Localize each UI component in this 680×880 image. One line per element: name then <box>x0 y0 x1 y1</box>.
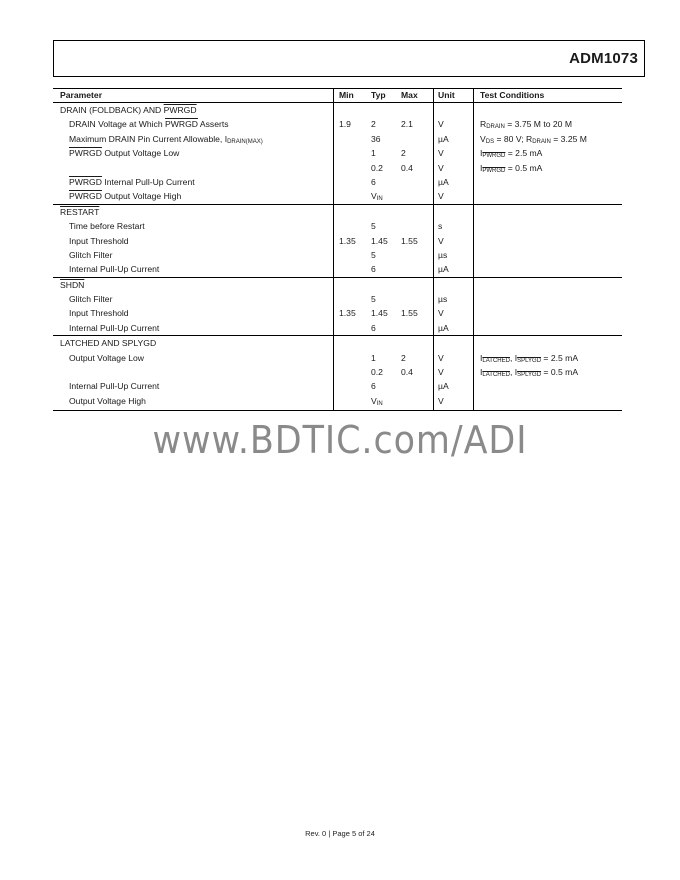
group-title-row <box>53 204 622 219</box>
parameter-text: Time before Restart <box>69 221 145 232</box>
typ-value: 6 <box>371 322 376 333</box>
table-row <box>53 189 622 203</box>
parameter-text: Input Threshold <box>69 235 129 246</box>
typ-value: 2 <box>371 119 376 130</box>
parameter-cell <box>69 219 145 233</box>
parameter-cell <box>69 248 112 262</box>
typ-value: 1 <box>371 148 376 159</box>
table-row <box>53 161 622 175</box>
typ-value: 36 <box>371 133 381 144</box>
table-row <box>53 248 622 262</box>
parameter-cell <box>69 189 181 203</box>
parameter-text: Asserts <box>197 119 229 130</box>
unit-value: µA <box>438 322 449 333</box>
condition-subscript: PWRGD <box>482 153 506 160</box>
unit-value: V <box>438 162 444 173</box>
table-row <box>53 219 622 233</box>
condition-text: = 0.5 mA <box>541 367 579 378</box>
table-header-row <box>53 88 622 103</box>
parameter-text: Output Voltage High <box>69 395 146 406</box>
watermark-text: www.BDTIC.com/ADI <box>152 418 528 462</box>
group-title-text: LATCHED AND SPLYGD <box>60 338 157 349</box>
condition-text: , I <box>509 367 518 378</box>
max-value: 2 <box>401 352 406 363</box>
unit-value: s <box>438 221 443 232</box>
parameter-cell <box>69 306 129 320</box>
parameter-cell <box>69 146 179 160</box>
min-value: 1.35 <box>339 308 356 319</box>
parameter-overlined: PWRGD <box>69 176 102 187</box>
parameter-cell <box>69 321 159 335</box>
parameter-cell <box>69 132 263 146</box>
table-row <box>53 321 622 335</box>
parameter-text: Internal Pull-Up Current <box>69 322 160 333</box>
max-value: 2.1 <box>401 119 413 130</box>
parameter-cell <box>69 262 159 276</box>
typ-value: 1 <box>371 352 376 363</box>
condition-text: = 0.5 mA <box>505 162 543 173</box>
max-value: 1.55 <box>401 235 418 246</box>
column-header-typ: Typ <box>371 90 386 100</box>
page-header-box <box>53 40 645 77</box>
group-title-overlined: RESTART <box>60 206 100 217</box>
parameter-text: Internal Pull-Up Current <box>69 264 160 275</box>
unit-value: µA <box>438 176 449 187</box>
column-divider-min <box>333 88 334 410</box>
parameter-text: Internal Pull-Up Current <box>69 381 160 392</box>
unit-value: µA <box>438 264 449 275</box>
parameter-text: DRAIN Voltage at Which <box>69 119 166 130</box>
unit-value: µs <box>438 249 448 260</box>
table-row <box>53 117 622 131</box>
typ-value <box>371 394 383 408</box>
condition-symbol: V <box>480 133 486 144</box>
condition-symbol: I <box>480 148 483 159</box>
min-value: 1.35 <box>339 235 356 246</box>
parameter-text: Internal Pull-Up Current <box>101 176 195 187</box>
table-row <box>53 292 622 306</box>
page-footer: Rev. 0 | Page 5 of 24 <box>305 829 375 838</box>
condition-subscript: SPLYGD <box>517 372 542 379</box>
table-row <box>53 379 622 393</box>
parameter-text: Output Voltage High <box>101 191 182 202</box>
typ-value: 0.2 <box>371 367 383 378</box>
parameter-cell <box>69 292 112 306</box>
parameter-cell <box>69 394 146 408</box>
parameter-text: Glitch Filter <box>69 249 113 260</box>
parameter-text: Input Threshold <box>69 308 129 319</box>
unit-value: V <box>438 367 444 378</box>
condition-text: = 3.25 M <box>550 133 587 144</box>
unit-value: V <box>438 119 444 130</box>
table-row <box>53 351 622 365</box>
typ-value: 6 <box>371 381 376 392</box>
unit-value: µA <box>438 133 449 144</box>
condition-symbol: I <box>480 162 483 173</box>
condition-subscript: LATCHED <box>482 357 510 364</box>
max-value: 2 <box>401 148 406 159</box>
unit-value: V <box>438 395 444 406</box>
group-title <box>60 336 156 350</box>
unit-value: V <box>438 308 444 319</box>
max-value: 0.4 <box>401 367 413 378</box>
parameter-cell <box>69 351 144 365</box>
column-divider-unit <box>433 88 434 410</box>
condition-text: , I <box>509 352 518 363</box>
unit-value: V <box>438 235 444 246</box>
typ-value: 6 <box>371 176 376 187</box>
condition-subscript: DS <box>485 138 495 145</box>
group-title <box>60 103 197 117</box>
table-row <box>53 394 622 408</box>
parameter-overlined: PWRGD <box>165 119 198 130</box>
parameter-overlined: PWRGD <box>69 148 102 159</box>
group-title-overlined: SHDN <box>60 279 85 290</box>
condition-subscript: SPLYGD <box>517 357 542 364</box>
unit-value: V <box>438 352 444 363</box>
parameter-text: Output Voltage Low <box>69 352 145 363</box>
table-row <box>53 365 622 379</box>
unit-value: V <box>438 148 444 159</box>
typ-symbol: V <box>371 191 377 202</box>
condition-symbol: I <box>480 367 483 378</box>
test-condition <box>480 161 542 175</box>
parameter-cell <box>69 379 159 393</box>
typ-value: 5 <box>371 221 376 232</box>
table-row <box>53 306 622 320</box>
table-row <box>53 146 622 160</box>
typ-value: 5 <box>371 249 376 260</box>
column-header-max: Max <box>401 90 418 100</box>
condition-text: = 3.75 M to 20 M <box>504 119 573 130</box>
test-condition <box>480 132 587 146</box>
condition-text: = 2.5 mA <box>505 148 543 159</box>
group-title-row <box>53 277 622 292</box>
table-row <box>53 175 622 189</box>
parameter-overlined: PWRGD <box>69 191 102 202</box>
column-header-unit: Unit <box>438 90 455 100</box>
table-body <box>53 103 622 408</box>
test-condition <box>480 117 572 131</box>
group-title-text: DRAIN (FOLDBACK) AND <box>60 105 164 115</box>
typ-value: 1.45 <box>371 308 388 319</box>
typ-value <box>371 189 383 203</box>
group-title-overlined: PWRGD <box>163 105 197 115</box>
condition-subscript: DRAIN <box>486 124 505 131</box>
typ-subscript: IN <box>376 196 383 203</box>
group-title-row <box>53 103 622 117</box>
column-header-min: Min <box>339 90 354 100</box>
condition-subscript: LATCHED <box>482 372 510 379</box>
test-condition <box>480 351 578 365</box>
group-title <box>60 205 99 219</box>
condition-text: = 2.5 mA <box>541 352 579 363</box>
condition-subscript: DRAIN <box>532 138 551 145</box>
unit-value: µs <box>438 294 448 305</box>
table-row <box>53 262 622 276</box>
unit-value: V <box>438 191 444 202</box>
test-condition <box>480 365 578 379</box>
condition-subscript: PWRGD <box>482 167 506 174</box>
max-value: 0.4 <box>401 162 413 173</box>
typ-value: 5 <box>371 294 376 305</box>
group-title-row <box>53 335 622 350</box>
condition-symbol: I <box>480 352 483 363</box>
parameter-cell <box>69 234 129 248</box>
min-value: 1.9 <box>339 119 351 130</box>
max-value: 1.55 <box>401 308 418 319</box>
parameter-text: Glitch Filter <box>69 294 113 305</box>
table-bottom-rule <box>53 410 622 411</box>
condition-symbol: R <box>480 119 487 130</box>
test-condition <box>480 146 542 160</box>
part-number: ADM1073 <box>569 50 638 67</box>
condition-text: = 80 V; R <box>494 133 533 144</box>
parameter-text: Output Voltage Low <box>101 148 180 159</box>
typ-symbol: V <box>371 395 377 406</box>
column-divider-conditions <box>473 88 474 410</box>
table-row <box>53 132 622 146</box>
column-header-test-conditions: Test Conditions <box>480 90 545 100</box>
column-header-parameter: Parameter <box>60 90 103 100</box>
parameter-text: Maximum DRAIN Pin Current Allowable, I <box>69 133 228 144</box>
typ-subscript: IN <box>376 400 383 407</box>
unit-value: µA <box>438 381 449 392</box>
parameter-cell <box>69 175 195 189</box>
typ-value: 0.2 <box>371 162 383 173</box>
typ-value: 1.45 <box>371 235 388 246</box>
group-title <box>60 278 84 292</box>
specifications-table <box>53 88 622 408</box>
parameter-subscript: DRAIN(MAX) <box>227 138 263 145</box>
table-row <box>53 234 622 248</box>
parameter-cell <box>69 117 229 131</box>
typ-value: 6 <box>371 264 376 275</box>
